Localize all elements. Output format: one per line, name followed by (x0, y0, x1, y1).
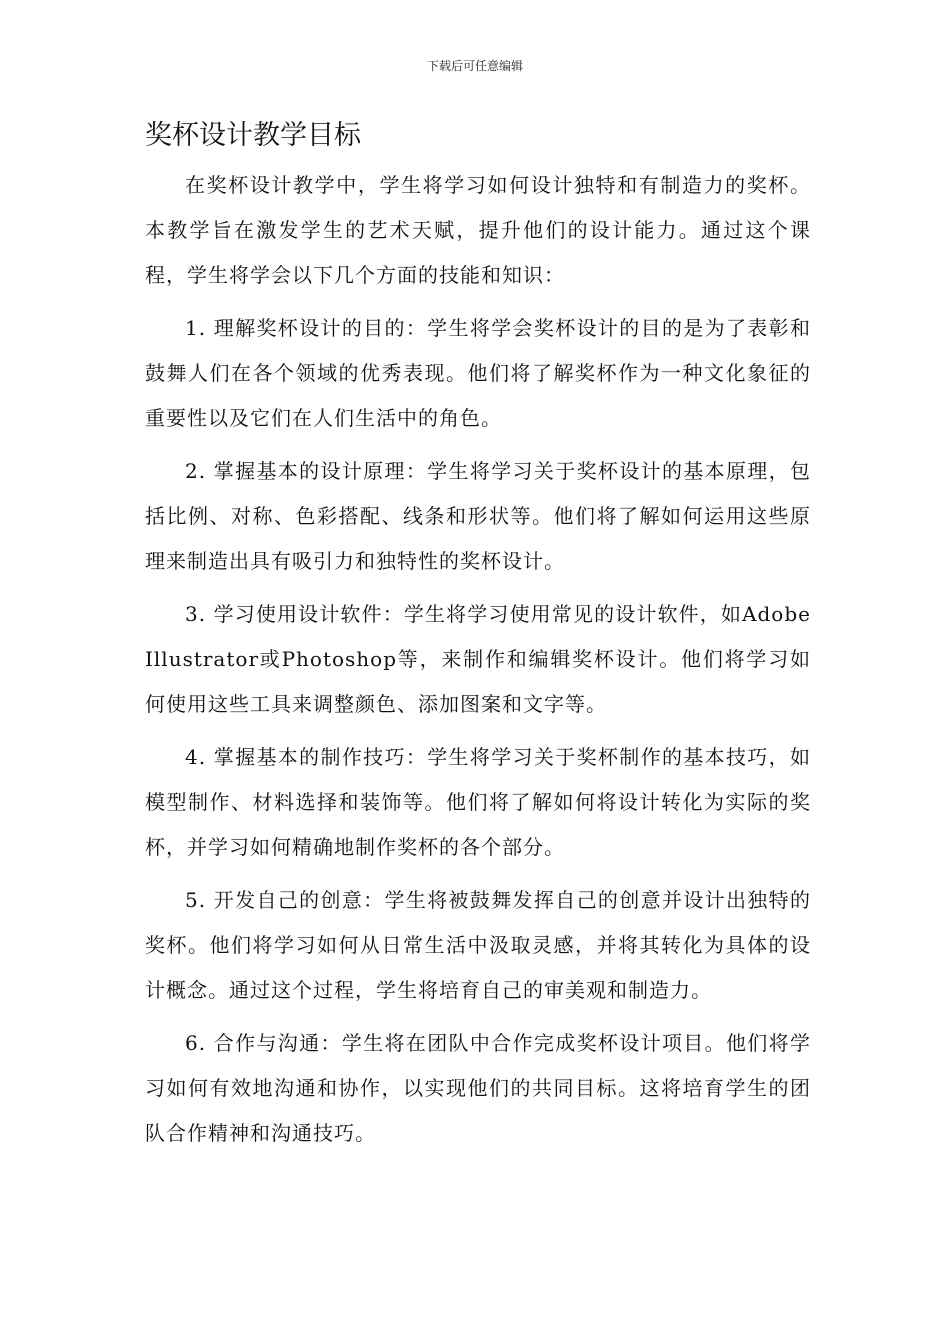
goal-paragraph-6: 6. 合作与沟通：学生将在团队中合作完成奖杯设计项目。他们将学习如何有效地沟通和协作，以实现他们的共同目标。这将培育学生的团队合作精神和沟通技巧。 (145, 1031, 811, 1145)
goal-paragraph-2: 2. 掌握基本的设计原理：学生将学习关于奖杯设计的基本原理，包括比例、对称、色彩搭配、线条和形状等。他们将了解如何运用这些原理来制造出具有吸引力和独特性的奖杯设计。 (145, 459, 811, 573)
goal-paragraph-5: 5. 开发自己的创意：学生将被鼓舞发挥自己的创意并设计出独特的奖杯。他们将学习如何从日常生活中汲取灵感，并将其转化为具体的设计概念。通过这个过程，学生将培育自己的审美观和制造力。 (145, 888, 811, 1002)
document-body (145, 163, 811, 1164)
header-note: 下载后可任意编辑 (426, 59, 523, 73)
goal-paragraph-4: 4. 掌握基本的制作技巧：学生将学习关于奖杯制作的基本技巧，如模型制作、材料选择和装饰等。他们将了解如何将设计转化为实际的奖杯，并学习如何精确地制作奖杯的各个部分。 (145, 745, 811, 859)
intro-paragraph: 在奖杯设计教学中，学生将学习如何设计独特和有制造力的奖杯。本教学旨在激发学生的艺术天赋，提升他们的设计能力。通过这个课程，学生将学会以下几个方面的技能和知识： (145, 173, 811, 287)
goal-paragraph-1: 1. 理解奖杯设计的目的：学生将学会奖杯设计的目的是为了表彰和鼓舞人们在各个领域的优秀表现。他们将了解奖杯作为一种文化象征的重要性以及它们在人们生活中的角色。 (145, 316, 811, 430)
goal-paragraph-3: 3. 学习使用设计软件：学生将学习使用常见的设计软件，如Adobe Illustrator或Photoshop等，来制作和编辑奖杯设计。他们将学习如何使用这些工具来调整颜色、添加图案和文字等。 (145, 602, 811, 716)
page-title: 奖杯设计教学目标 (145, 120, 361, 151)
